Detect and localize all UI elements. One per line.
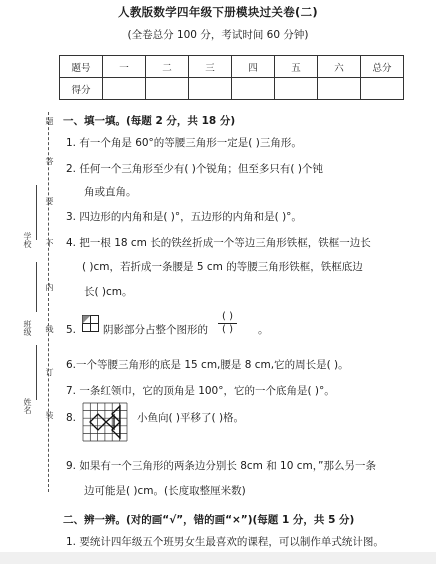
table-cell: 总分 — [361, 56, 404, 78]
school-write-line[interactable] — [36, 185, 37, 240]
question-7: 7. 一条红领巾，它的顶角是 100°，它的一个底角是( )°。 — [66, 385, 335, 397]
question-9: 9. 如果有一个三角形的两条边分别长 8cm 和 10 cm，”那么另一条 — [66, 460, 376, 472]
name-label: 姓名 — [23, 398, 32, 414]
table-cell: 得分 — [60, 78, 103, 100]
margin-mark: 不 — [45, 239, 54, 247]
table-cell: 三 — [189, 56, 232, 78]
table-cell: 六 — [318, 56, 361, 78]
question-5-text: 阴影部分占整个图形的 — [103, 324, 208, 336]
score-input-cell[interactable] — [146, 78, 189, 100]
score-input-cell[interactable] — [318, 78, 361, 100]
score-table-score-row — [60, 78, 404, 100]
score-input-cell[interactable] — [232, 78, 275, 100]
margin-mark: 订 — [45, 368, 54, 376]
score-input-cell[interactable] — [361, 78, 404, 100]
answer-fraction[interactable] — [218, 311, 237, 336]
question-8-number: 8. — [66, 412, 77, 424]
question-2: 2. 任何一个三角形至少有( )个锐角；但至多只有( )个钝 — [66, 163, 323, 175]
fraction-numerator: ( ) — [218, 311, 237, 324]
table-cell: 四 — [232, 56, 275, 78]
question-4-end: 长( )cm。 — [84, 286, 133, 298]
binding-dashed-line — [48, 112, 49, 492]
score-table-header-row — [60, 56, 404, 78]
section-heading: 一、填一填。(每题 2 分，共 18 分) — [63, 115, 236, 127]
question-4-continued: ( )cm，若折成一条腰是 5 cm 的等腰三角形铁框，铁框底边 — [82, 261, 363, 273]
school-label: 学校 — [23, 232, 32, 248]
exam-subtitle: (全卷总分 100 分，考试时间 60 分钟) — [127, 29, 309, 41]
name-write-line[interactable] — [36, 345, 37, 400]
score-input-cell[interactable] — [103, 78, 146, 100]
question-2-continued: 角或直角。 — [84, 186, 137, 198]
score-table — [59, 55, 404, 100]
exam-title: 人教版数学四年级下册模块过关卷(二) — [118, 5, 318, 19]
margin-mark: 答 — [45, 157, 54, 165]
table-cell: 题号 — [60, 56, 103, 78]
section-heading: 二、辨一辨。(对的画“√”，错的画“×”)(每题 1 分，共 5 分) — [63, 514, 355, 526]
class-write-line[interactable] — [36, 262, 37, 312]
margin-mark: 线 — [45, 325, 54, 333]
shaded-square-figure — [82, 315, 100, 333]
question-3: 3. 四边形的内角和是( )°，五边形的内角和是( )°。 — [66, 211, 302, 223]
margin-mark: 装 — [45, 411, 54, 419]
question-5-number: 5. — [66, 324, 77, 336]
score-input-cell[interactable] — [275, 78, 318, 100]
margin-mark: 内 — [45, 283, 54, 291]
table-cell: 一 — [103, 56, 146, 78]
question-1: 1. 有一个角是 60°的等腰三角形一定是( )三角形。 — [66, 137, 302, 149]
question-5-end: 。 — [258, 324, 269, 336]
question-2-1: 1. 要统计四年级五个班男女生最喜欢的课程，可以制作单式统计图。 — [66, 536, 384, 548]
bottom-strip — [0, 552, 436, 564]
class-label: 班级 — [23, 320, 32, 336]
fraction-denominator: ( ) — [222, 324, 233, 335]
margin-mark: 题 — [45, 117, 54, 125]
question-6: 6.一个等腰三角形的底是 15 cm,腰是 8 cm,它的周长是( )。 — [66, 359, 349, 371]
question-8-text: 小鱼向( )平移了( )格。 — [137, 412, 245, 424]
score-input-cell[interactable] — [189, 78, 232, 100]
table-cell: 五 — [275, 56, 318, 78]
table-cell: 二 — [146, 56, 189, 78]
question-4: 4. 把一根 18 cm 长的铁丝折成一个等边三角形铁框，铁框一边长 — [66, 237, 371, 249]
question-9-continued: 边可能是( )cm。(长度取整厘米数) — [84, 485, 246, 497]
fish-grid-figure — [82, 402, 128, 442]
margin-mark: 要 — [45, 197, 54, 205]
